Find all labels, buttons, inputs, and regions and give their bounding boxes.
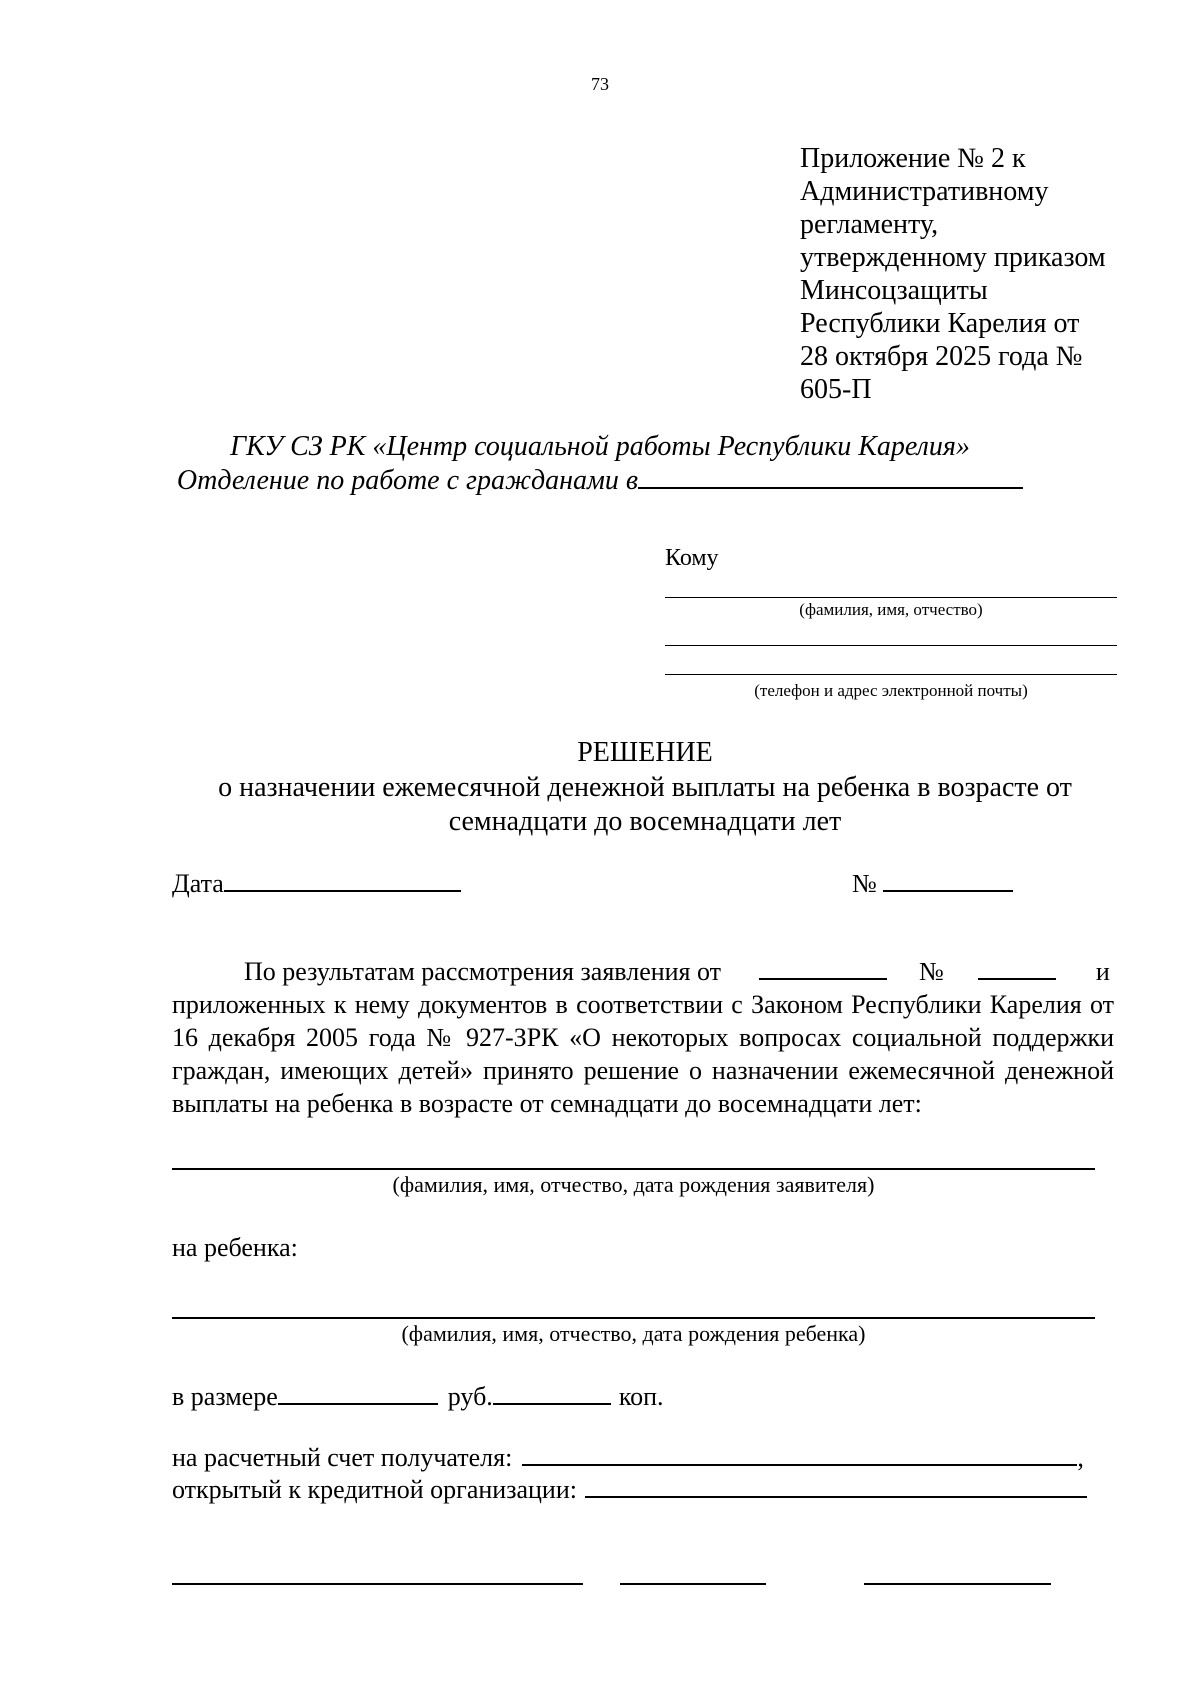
applicant-caption: (фамилия, имя, отчество, дата рождения заявителя) bbox=[392, 1172, 875, 1197]
appendix-line: Приложение № 2 к bbox=[800, 143, 1026, 174]
appendix-line: утвержденному приказом bbox=[800, 242, 1106, 273]
account-label: на расчетный счет получателя: bbox=[172, 1443, 513, 1472]
recipient-contact-field[interactable] bbox=[665, 645, 1117, 646]
decision-subtitle: о назначении ежемесячной денежной выплаты на ребенка в возрасте от bbox=[218, 772, 1072, 803]
body-part1: По результатам рассмотрения заявления от bbox=[244, 957, 722, 986]
appendix-block bbox=[800, 142, 1106, 406]
date-row bbox=[172, 869, 461, 899]
decision-body bbox=[172, 955, 1114, 1120]
appendix-line: 28 октября 2025 года № bbox=[800, 341, 1083, 372]
child-field[interactable] bbox=[172, 1317, 1095, 1319]
application-number-field[interactable] bbox=[978, 978, 1056, 980]
recipient-name-field[interactable] bbox=[665, 597, 1117, 598]
application-date-field[interactable] bbox=[759, 978, 887, 980]
child-caption: (фамилия, имя, отчество, дата рождения ребенка) bbox=[401, 1321, 866, 1346]
number-field[interactable] bbox=[883, 890, 1013, 892]
applicant-field[interactable] bbox=[172, 1168, 1095, 1170]
date-field[interactable] bbox=[224, 890, 461, 892]
body-part2: № bbox=[919, 957, 944, 986]
signature-position-field[interactable] bbox=[172, 1583, 583, 1585]
appendix-line: Минсоцзащиты bbox=[800, 275, 988, 306]
amount-prefix: в размере bbox=[172, 1382, 278, 1411]
recipient-contact-field[interactable] bbox=[665, 674, 1117, 675]
appendix-line: Республики Карелия от bbox=[800, 308, 1080, 339]
account-field[interactable] bbox=[522, 1464, 1077, 1466]
bank-label: открытый к кредитной организации: bbox=[172, 1475, 577, 1504]
appendix-line: Административному bbox=[800, 176, 1049, 207]
account-comma: , bbox=[1077, 1443, 1084, 1472]
body-part3: и bbox=[1095, 957, 1110, 986]
bank-field[interactable] bbox=[585, 1496, 1087, 1498]
body-first-line bbox=[172, 955, 1114, 988]
signature-field[interactable] bbox=[620, 1583, 766, 1585]
recipient-name-caption: (фамилия, имя, отчество) bbox=[799, 600, 983, 619]
recipient-contact-caption: (телефон и адрес электронной почты) bbox=[754, 681, 1028, 700]
decision-title: РЕШЕНИЕ bbox=[577, 737, 713, 768]
body-text: приложенных к нему документов в соответствии с Законом Республики Карелия от 16 декабря 2005 года № 927-ЗРК «О некоторых вопросах социальной поддержки граждан, имеющих детей» принято решение о назначении ежемесячной денежной выплаты на ребенка в возрасте от семнадцати до восемнадцати лет: bbox=[172, 990, 1114, 1118]
number-row bbox=[852, 869, 1013, 899]
signature-name-field[interactable] bbox=[864, 1583, 1051, 1585]
number-label: № bbox=[852, 869, 877, 898]
account-row bbox=[172, 1443, 1084, 1473]
organization-header bbox=[0, 430, 1200, 498]
department-line bbox=[0, 464, 1200, 498]
appendix-line: 605-П bbox=[800, 374, 872, 405]
page-number: 73 bbox=[591, 74, 609, 94]
child-label: на ребенка: bbox=[172, 1233, 298, 1262]
amount-row bbox=[172, 1382, 664, 1412]
organization-name: ГКУ СЗ РК «Центр социальной работы Республики Карелия» bbox=[230, 431, 970, 462]
date-label: Дата bbox=[172, 869, 224, 898]
appendix-line: регламенту, bbox=[800, 209, 939, 240]
bank-row bbox=[172, 1475, 1087, 1505]
recipient-label: Кому bbox=[665, 545, 719, 571]
amount-kop-label: коп. bbox=[618, 1382, 664, 1411]
amount-rub-label: руб. bbox=[447, 1382, 493, 1411]
decision-subtitle: семнадцати до восемнадцати лет bbox=[448, 806, 842, 837]
amount-rub-field[interactable] bbox=[278, 1403, 438, 1405]
department-prefix: Отделение по работе с гражданами в bbox=[176, 465, 639, 496]
department-field[interactable] bbox=[638, 487, 1023, 489]
amount-kop-field[interactable] bbox=[493, 1403, 611, 1405]
